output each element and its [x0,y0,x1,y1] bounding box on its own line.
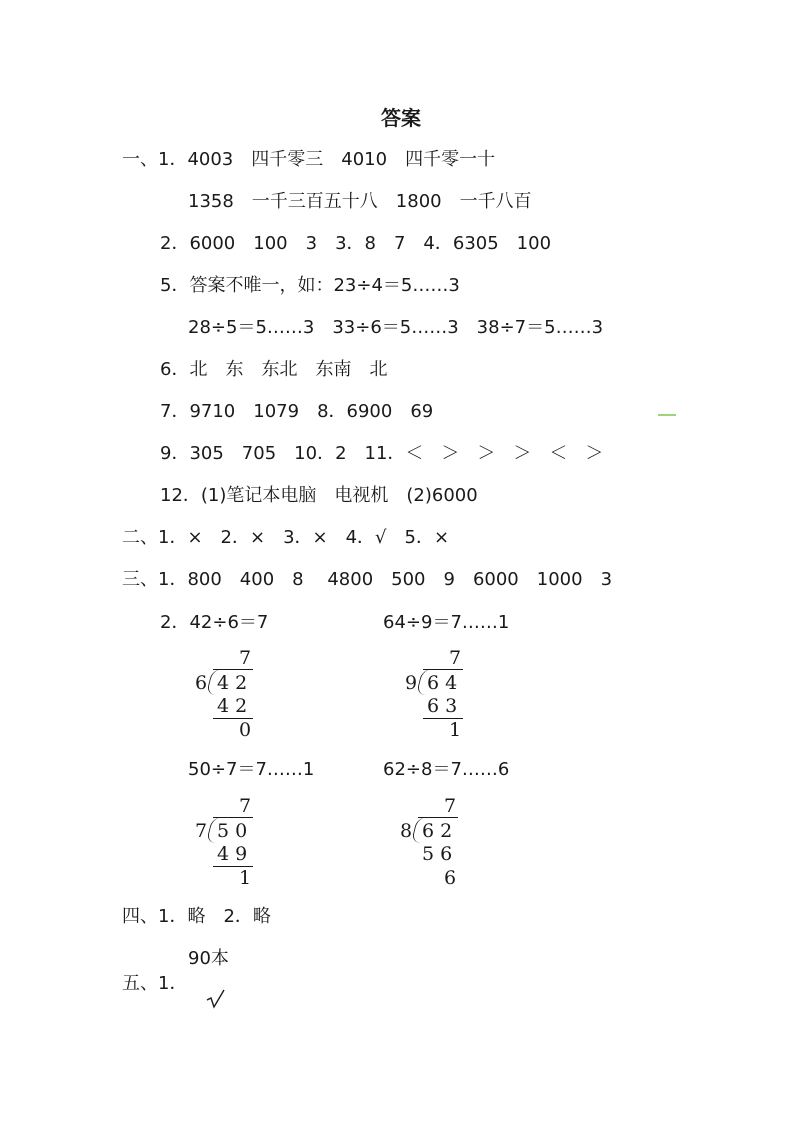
division-divisor: 6 [195,672,208,694]
answer-line-1-6: 6．北 东 东北 东南 北 [160,359,388,380]
division-product: 4 2 [217,695,248,717]
answer-line-1-1a: 一、1．4003 四千零三 4010 四千零一十 [122,149,496,170]
division-quotient: 7 [449,647,462,669]
division-divisor: 8 [400,820,413,842]
division-remainder: 6 [444,867,457,889]
answer-line-1-2: 2．6000 100 3 3．8 7 4．6305 100 [160,233,552,254]
answer-line-2: 二、1．× 2．× 3．× 4．√ 5．× [122,527,450,548]
division-dividend: 6 2 [422,820,453,842]
division-quotient: 7 [239,647,252,669]
division-dividend: 4 2 [217,672,248,694]
answer-line-4: 四、1．略 2．略 [122,906,271,927]
answer-line-1-12: 12．(1)笔记本电脑 电视机 (2)6000 [160,485,478,506]
division-remainder: 0 [239,719,252,741]
division-divisor: 9 [405,672,418,694]
check-mark-icon [205,988,227,1010]
page-title: 答案 [381,106,421,130]
answer-line-1-1b: 1358 一千三百五十八 1800 一千八百 [188,191,532,212]
division-dividend: 5 0 [217,820,248,842]
answer-line-1-5a: 5．答案不唯一，如：23÷4＝5……3 [160,275,460,296]
answer-line-1-5b: 28÷5＝5……3 33÷6＝5……3 38÷7＝5……3 [188,317,604,338]
answer-line-3-2b: 64÷9＝7……1 [383,612,510,633]
division-product: 6 3 [427,695,458,717]
division-product: 4 9 [217,843,248,865]
answer-line-3-2c: 50÷7＝7……1 [188,759,315,780]
answer-note-90: 90本 [188,948,229,969]
answer-line-3-1: 三、1．800 400 8 4800 500 9 6000 1000 3 [122,569,613,590]
division-product: 5 6 [422,843,453,865]
division-dividend: 6 4 [427,672,458,694]
answer-line-5: 五、1． [122,973,188,994]
division-remainder: 1 [239,867,252,889]
division-quotient: 7 [444,795,457,817]
answer-line-1-7: 7．9710 1079 8．6900 69 [160,401,434,422]
answer-line-1-9: 9．305 705 10．2 11．＜ ＞ ＞ ＞ ＜ ＞ [160,443,604,464]
green-mark [658,414,676,416]
answer-line-3-2d: 62÷8＝7……6 [383,759,510,780]
division-quotient: 7 [239,795,252,817]
division-divisor: 7 [195,820,208,842]
division-remainder: 1 [449,719,462,741]
answer-line-3-2a: 2．42÷6＝7 [160,612,269,633]
